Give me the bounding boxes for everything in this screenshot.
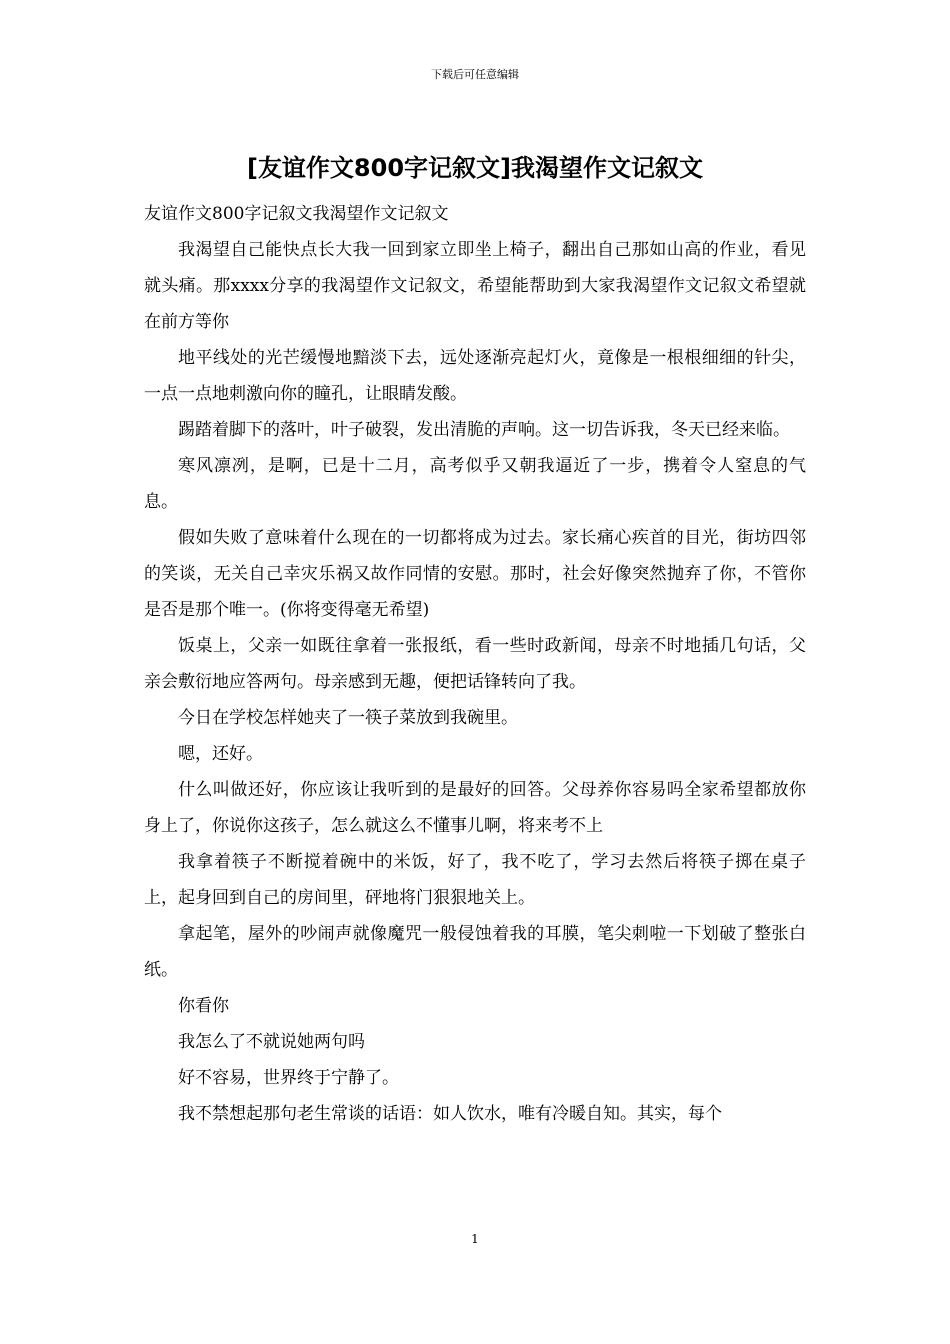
paragraph: 我怎么了不就说她两句吗 [178,1032,365,1052]
paragraph: 什么叫做还好，你应该让我听到的是最好的回答。父母养你容易吗全家希望都放你身上了，你说你这孩子，怎么就这么不懂事儿啊，将来考不上 [144,780,806,836]
paragraph: 好不容易，世界终于宁静了。 [178,1068,399,1088]
paragraph: 寒风凛冽，是啊，已是十二月，高考似乎又朝我逼近了一步，携着令人窒息的气息。 [144,456,806,512]
paragraph: 假如失败了意味着什么现在的一切都将成为过去。家长痛心疾首的目光，街坊四邻的笑谈，无关自己幸灾乐祸又故作同情的安慰。那时，社会好像突然抛弃了你，不管你是否是那个唯一。(你将变得毫无希望) [144,528,806,620]
paragraph: 我不禁想起那句老生常谈的话语：如人饮水，唯有冷暖自知。其实，每个 [178,1104,722,1124]
paragraph: 饭桌上，父亲一如既往拿着一张报纸，看一些时政新闻，母亲不时地插几句话，父亲会敷衍地应答两句。母亲感到无趣，便把话锋转向了我。 [144,636,806,692]
paragraph: 我拿着筷子不断搅着碗中的米饭，好了，我不吃了，学习去然后将筷子掷在桌子上，起身回到自己的房间里，砰地将门狠狠地关上。 [144,852,806,908]
document-title: [友谊作文800字记叙文]我渴望作文记叙文 [246,154,704,182]
document-subtitle: 友谊作文800字记叙文我渴望作文记叙文 [144,204,449,224]
paragraph: 地平线处的光芒缓慢地黯淡下去，远处逐渐亮起灯火，竟像是一根根细细的针尖，一点一点地刺激向你的瞳孔，让眼睛发酸。 [144,348,806,404]
paragraph: 我渴望自己能快点长大我一回到家立即坐上椅子，翻出自己那如山高的作业，看见就头痛。那xxxx分享的我渴望作文记叙文，希望能帮助到大家我渴望作文记叙文希望就在前方等你 [144,240,806,332]
page-header-note: 下载后可任意编辑 [431,68,519,81]
document-body [144,196,806,1132]
paragraph: 你看你 [178,996,229,1016]
paragraph: 今日在学校怎样她夹了一筷子菜放到我碗里。 [178,708,518,728]
paragraph: 嗯，还好。 [178,744,263,764]
paragraph: 踢踏着脚下的落叶，叶子破裂，发出清脆的声响。这一切告诉我，冬天已经来临。 [178,420,790,440]
page-number: 1 [471,1232,479,1246]
paragraph: 拿起笔，屋外的吵闹声就像魔咒一般侵蚀着我的耳膜，笔尖刺啦一下划破了整张白纸。 [144,924,806,980]
